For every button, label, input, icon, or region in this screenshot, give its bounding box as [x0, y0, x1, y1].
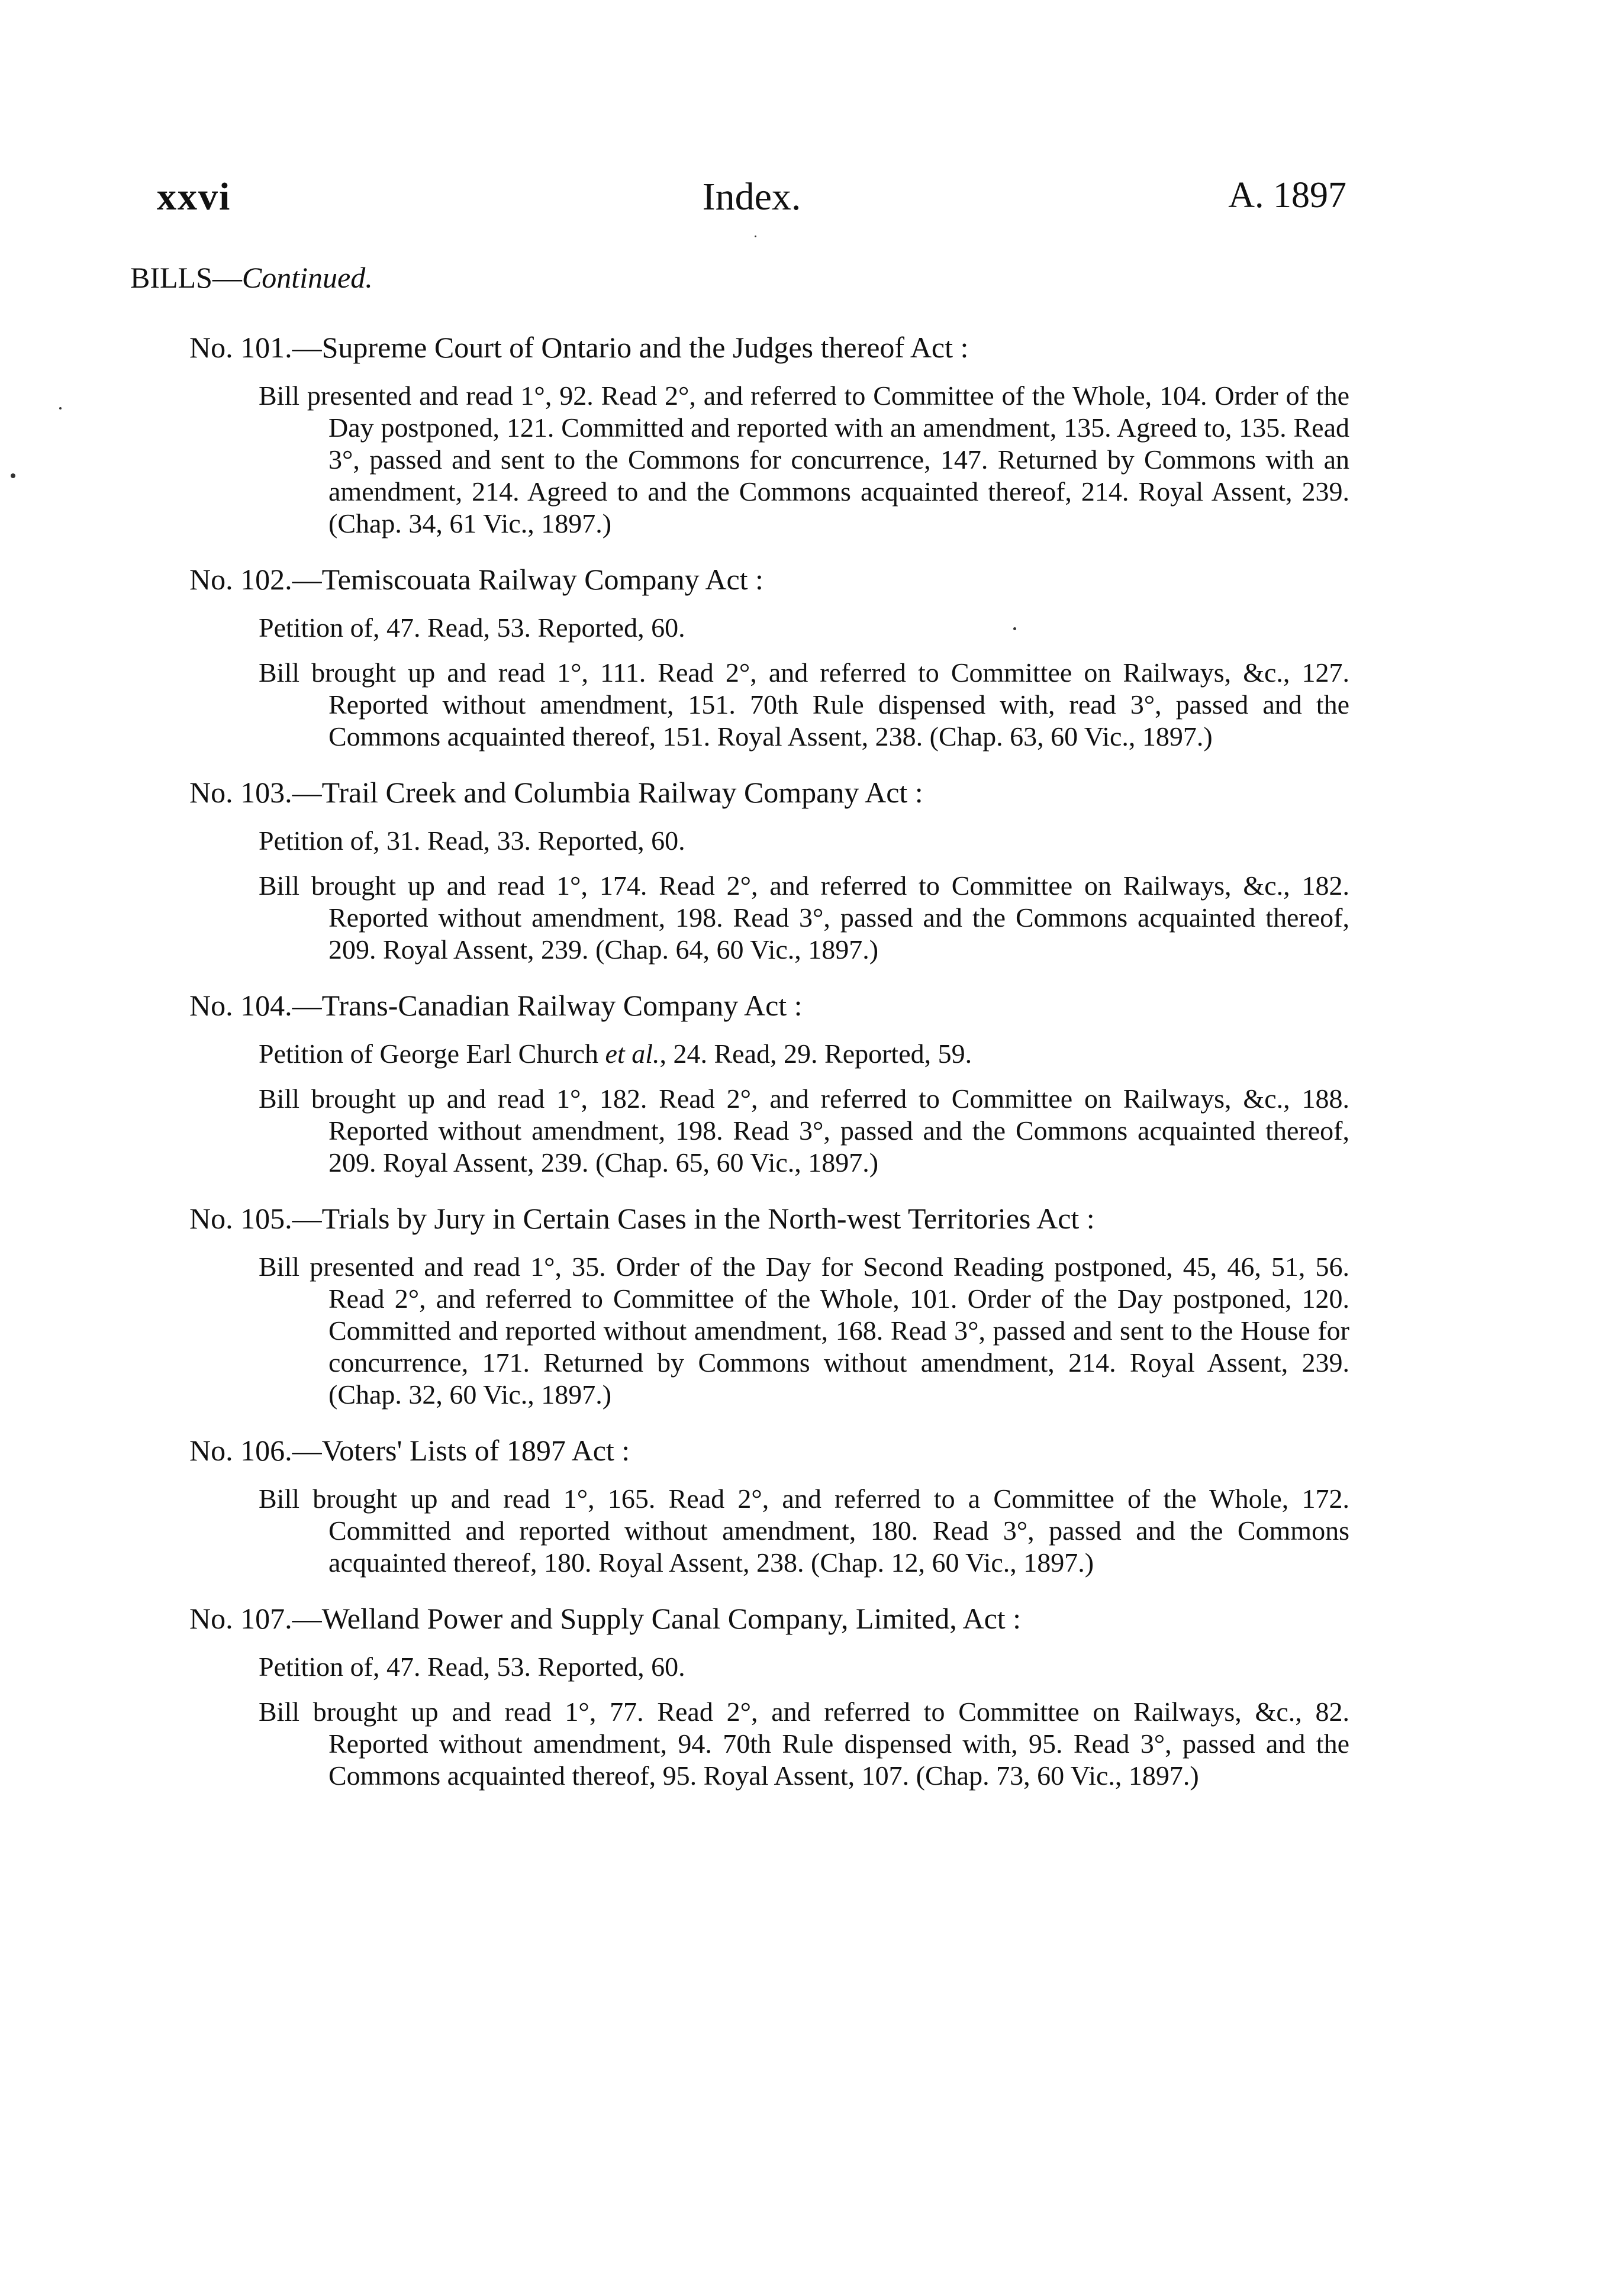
petition-proceedings: Petition of, 47. Read, 53. Reported, 60. — [259, 1652, 685, 1682]
section-heading-label: BILLS— — [130, 261, 242, 294]
bill-title: No. 103.—Trail Creek and Columbia Railway Company Act : — [189, 776, 923, 809]
bill-title: No. 104.—Trans-Canadian Railway Company Act : — [189, 989, 803, 1022]
bill-entry-107 — [189, 1601, 1349, 1792]
bill-entry-105 — [189, 1201, 1349, 1411]
bill-entry-106 — [189, 1433, 1349, 1579]
scan-speck — [1013, 627, 1016, 630]
section-heading — [130, 260, 373, 295]
petition-proceedings: Petition of George Earl Church et al., 24. Read, 29. Reported, 59. — [259, 1039, 972, 1069]
scan-speck — [755, 236, 756, 237]
bill-title: No. 105.—Trials by Jury in Certain Cases in the North-west Territories Act : — [189, 1202, 1095, 1235]
bill-entry-104 — [189, 988, 1349, 1179]
bill-entry-101 — [189, 330, 1349, 540]
bill-entry-102 — [189, 562, 1349, 753]
scan-speck — [59, 407, 62, 409]
bill-proceedings: Bill brought up and read 1°, 182. Read 2°, and referred to Committee on Railways, &c., 188. Reported without amendment, 198. Read 3°, passed and the Commons acquainted thereof, 209. Royal Assent, 239. (Chap. 65, 60 Vic., 1897.) — [259, 1083, 1349, 1178]
scan-speck — [11, 473, 15, 478]
page-number: xxvi — [157, 175, 231, 218]
bill-title: No. 107.—Welland Power and Supply Canal Company, Limited, Act : — [189, 1602, 1022, 1635]
petition-proceedings: Petition of, 47. Read, 53. Reported, 60. — [259, 612, 685, 643]
bill-proceedings: Bill presented and read 1°, 92. Read 2°, and referred to Committee of the Whole, 104. Order of the Day postponed, 121. Committed and reported with an amendment, 135. Agreed to, 135. Read 3°, passed and sent to the Commons for concurrence, 147. Returned by Commons with an amendment, 214. Agreed to and the Commons acquainted thereof, 214. Royal Assent, 239. (Chap. 34, 61 Vic., 1897.) — [259, 380, 1349, 538]
bill-proceedings: Bill brought up and read 1°, 77. Read 2°, and referred to Committee on Railways, &c., 82. Reported without amendment, 94. 70th Rule dispensed with, 95. Read 3°, passed and the Commons acquainted thereof, 95. Royal Assent, 107. (Chap. 73, 60 Vic., 1897.) — [259, 1697, 1349, 1791]
bill-proceedings: Bill brought up and read 1°, 174. Read 2°, and referred to Committee on Railways, &c., 182. Reported without amendment, 198. Read 3°, passed and the Commons acquainted thereof, 209. Royal Assent, 239. (Chap. 64, 60 Vic., 1897.) — [259, 870, 1349, 965]
petition-proceedings: Petition of, 31. Read, 33. Reported, 60. — [259, 825, 685, 856]
bill-proceedings: Bill brought up and read 1°, 165. Read 2°, and referred to a Committee of the Whole, 172. Committed and reported without amendment, 180. Read 3°, passed and the Commons acquainted thereof, 180. Royal Assent, 238. (Chap. 12, 60 Vic., 1897.) — [259, 1484, 1349, 1578]
bill-proceedings: Bill brought up and read 1°, 111. Read 2°, and referred to Committee on Railways, &c., 127. Reported without amendment, 151. 70th Rule dispensed with, read 3°, passed and the Commons acquainted thereof, 151. Royal Assent, 238. (Chap. 63, 60 Vic., 1897.) — [259, 657, 1349, 752]
bill-proceedings: Bill presented and read 1°, 35. Order of the Day for Second Reading postponed, 45, 46, 51, 56. Read 2°, and referred to Committee of the Whole, 101. Order of the Day postponed, 120. Committed and reported without amendment, 168. Read 3°, passed and sent to the House for concurrence, 171. Returned by Commons without amendment, 214. Royal Assent, 239. (Chap. 32, 60 Vic., 1897.) — [259, 1252, 1349, 1410]
bill-title: No. 101.—Supreme Court of Ontario and the Judges thereof Act : — [189, 331, 969, 364]
bill-title: No. 102.—Temiscouata Railway Company Act : — [189, 563, 763, 596]
bill-entry-103 — [189, 775, 1349, 966]
page-year: A. 1897 — [1228, 175, 1346, 215]
page-header — [157, 175, 1346, 228]
page-title: Index. — [702, 175, 801, 218]
section-heading-continued: Continued. — [241, 261, 373, 294]
bill-entries — [189, 330, 1349, 1814]
bill-title: No. 106.—Voters' Lists of 1897 Act : — [189, 1434, 630, 1467]
